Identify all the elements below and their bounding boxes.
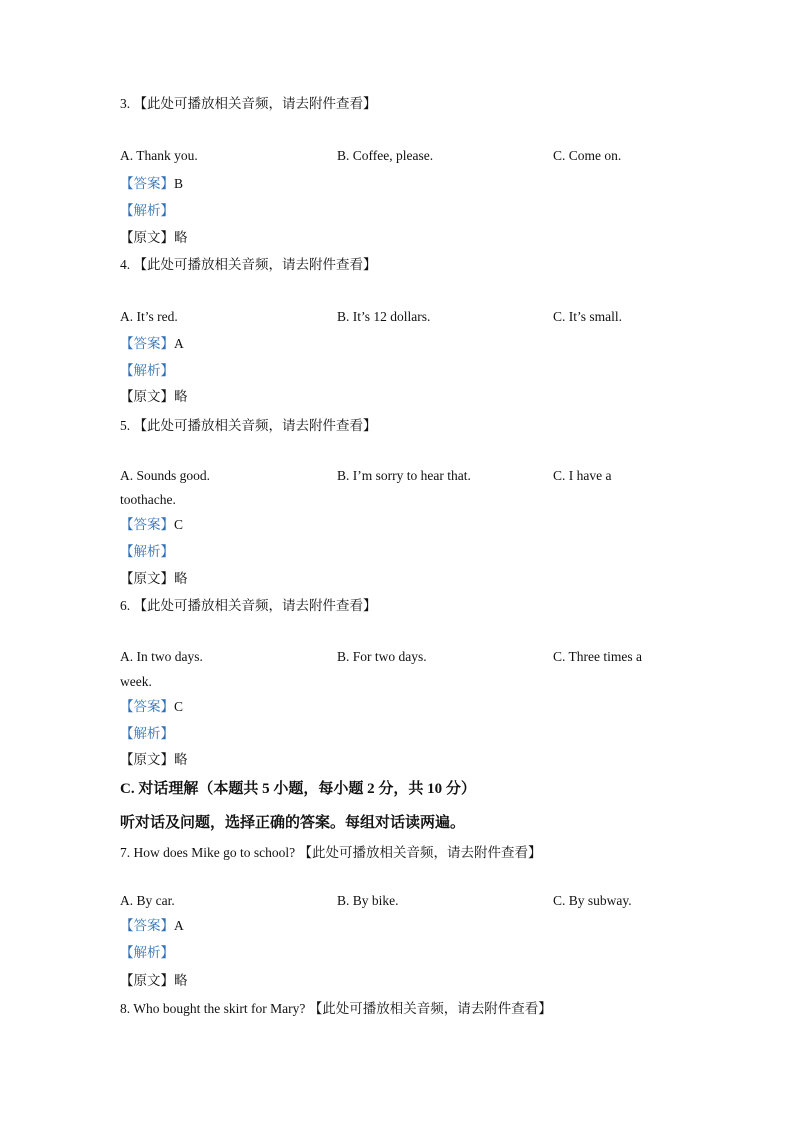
original-label: 【原文】 bbox=[120, 973, 174, 988]
q4-answer bbox=[120, 335, 184, 353]
answer-label: 【答案】 bbox=[120, 517, 174, 532]
q4-option-b: B. It’s 12 dollars. bbox=[337, 309, 431, 324]
original-value: 略 bbox=[174, 389, 188, 404]
q6-option-c-continued: week. bbox=[120, 674, 152, 689]
q6-answer bbox=[120, 698, 183, 716]
q3-original bbox=[120, 229, 188, 247]
answer-label: 【答案】 bbox=[120, 699, 174, 714]
answer-value: B bbox=[174, 176, 184, 191]
q5-option-b: B. I’m sorry to hear that. bbox=[337, 468, 471, 483]
answer-value: A bbox=[174, 336, 184, 351]
question-3-stem: 3. 【此处可播放相关音频，请去附件查看】 bbox=[120, 96, 377, 111]
question-6-stem: 6. 【此处可播放相关音频，请去附件查看】 bbox=[120, 598, 377, 613]
q4-option-c: C. It’s small. bbox=[553, 309, 623, 324]
q6-option-c: C. Three times a bbox=[553, 649, 642, 664]
answer-label: 【答案】 bbox=[120, 336, 174, 351]
q7-original bbox=[120, 972, 188, 990]
q6-option-b: B. For two days. bbox=[337, 649, 427, 664]
original-label: 【原文】 bbox=[120, 230, 174, 245]
q5-analysis-label: 【解析】 bbox=[120, 544, 174, 559]
original-label: 【原文】 bbox=[120, 571, 174, 586]
q5-option-c: C. I have a bbox=[553, 468, 612, 483]
q5-option-c-continued: toothache. bbox=[120, 492, 176, 507]
q4-analysis-label: 【解析】 bbox=[120, 363, 174, 378]
section-c-title: C. 对话理解（本题共 5 小题，每小题 2 分，共 10 分） bbox=[120, 781, 476, 797]
answer-label: 【答案】 bbox=[120, 176, 174, 191]
q4-original bbox=[120, 388, 188, 406]
q7-analysis-label: 【解析】 bbox=[120, 945, 174, 960]
original-value: 略 bbox=[174, 571, 188, 586]
q7-option-b: B. By bike. bbox=[337, 893, 399, 908]
q3-analysis-label: 【解析】 bbox=[120, 203, 174, 218]
q7-option-a: A. By car. bbox=[120, 893, 175, 908]
question-5-stem: 5. 【此处可播放相关音频，请去附件查看】 bbox=[120, 418, 377, 433]
original-value: 略 bbox=[174, 973, 188, 988]
q6-analysis-label: 【解析】 bbox=[120, 726, 174, 741]
q6-original bbox=[120, 751, 188, 769]
question-4-stem: 4. 【此处可播放相关音频，请去附件查看】 bbox=[120, 257, 377, 272]
original-value: 略 bbox=[174, 752, 188, 767]
q5-answer bbox=[120, 516, 183, 534]
q7-option-c: C. By subway. bbox=[553, 893, 632, 908]
q3-option-c: C. Come on. bbox=[553, 148, 622, 163]
q4-option-a: A. It’s red. bbox=[120, 309, 178, 324]
original-value: 略 bbox=[174, 230, 188, 245]
original-label: 【原文】 bbox=[120, 389, 174, 404]
q7-answer bbox=[120, 917, 184, 935]
answer-label: 【答案】 bbox=[120, 918, 174, 933]
original-label: 【原文】 bbox=[120, 752, 174, 767]
q3-answer bbox=[120, 175, 183, 193]
answer-value: A bbox=[174, 918, 184, 933]
q3-option-a: A. Thank you. bbox=[120, 148, 198, 163]
q6-option-a: A. In two days. bbox=[120, 649, 203, 664]
question-7-stem: 7. How does Mike go to school? 【此处可播放相关音频，请去附件查看】 bbox=[120, 845, 542, 860]
q5-option-a: A. Sounds good. bbox=[120, 468, 211, 483]
q5-original bbox=[120, 570, 188, 588]
q3-option-b: B. Coffee, please. bbox=[337, 148, 434, 163]
answer-value: C bbox=[174, 699, 184, 714]
answer-value: C bbox=[174, 517, 184, 532]
question-8-stem: 8. Who bought the skirt for Mary? 【此处可播放相关音频，请去附件查看】 bbox=[120, 1001, 552, 1016]
section-c-instruction: 听对话及问题，选择正确的答案。每组对话读两遍。 bbox=[120, 815, 466, 831]
